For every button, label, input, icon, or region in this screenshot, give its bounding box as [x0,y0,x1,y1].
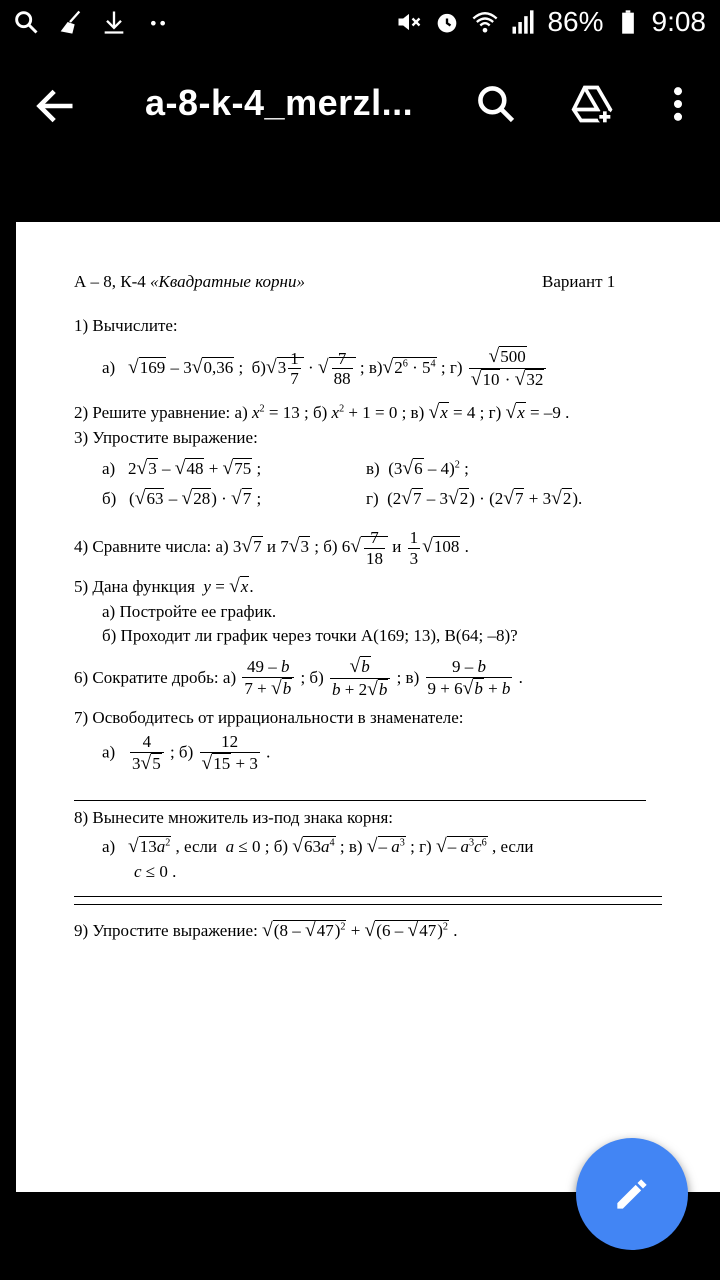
q3-v: в) (3√6 – 4)$^2$ ; [366,458,469,479]
overflow-menu-icon[interactable] [656,82,700,126]
back-arrow-icon[interactable] [34,84,78,128]
document-page[interactable] [16,222,720,1192]
q1-label: 1) Вычислите: [74,316,178,335]
battery-percent: 86% [547,6,604,37]
q3-a: а) 2√3 – √48 + √75 ; [102,458,262,479]
q7-label: 7) Освободитесь от иррациональности в знаменателе: [74,708,464,727]
download-icon [100,8,128,36]
q6: 6) Сократите дробь: а) $\frac{49 - b}{7 + √b}$ ; б) $\frac{√b}{b + 2√b}$ ; в) $\frac{9 - b}{9 + 6√b + b}$ . [74,656,523,701]
battery-icon [614,8,642,36]
divider [74,800,646,801]
alarm-icon [433,8,461,36]
app-bar [0,48,720,160]
more-dots-icon [144,8,172,36]
drive-add-icon[interactable] [570,82,614,126]
q4: 4) Сравните числа: а) 3√7 и 7√3 ; б) 6√ $\frac{7}{18}$ и $\frac{1}{3}$ √108 . [74,528,469,568]
q3-g: г) (2√7 – 3√2) · (2√7 + 3√2). [366,488,583,509]
q3-b: б) (√63 – √28) · √7 ; [102,488,262,509]
wifi-icon [471,8,499,36]
search-icon [12,8,40,36]
mute-icon [395,8,423,36]
doc-header-left: А – 8, К-4 «Квадратные корни» [74,272,305,291]
edit-fab-button[interactable] [576,1138,688,1250]
cleaner-icon [56,8,84,36]
q8-label: 8) Вынесите множитель из-под знака корня: [74,808,394,827]
divider-double-top [74,896,662,897]
doc-header-variant: Вариант 1 [542,272,616,291]
q8-cond: c ≤ 0 . [134,862,177,881]
edit-pencil-icon [610,1172,654,1216]
q3-label: 3) Упростите выражение: [74,428,258,447]
status-bar [0,0,720,48]
q7-items: а) $\frac{4}{3√5}$ ; б) $\frac{12}{√15 + 3}$ . [102,732,271,774]
q8-items: а) $√13a^2$ , если a ≤ 0 ; б) $√63a^4$ ; в) √– $a^3$ ; г) √– $a^3c^6$ , если [102,836,534,857]
q1-items: а) √169 – 3√0,36 ; б)√3 $\frac{1}{7}$ · √ $\frac{7}{88}$ ; $в)√2^6 \cdot 5^4$ ; г) $\frac{√500}{√10 \cdot √32}$ [102,346,548,392]
q9: 9) Упростите выражение: √(8 – √47)$^2$ + √(6 – √47)$^2$ . [74,920,458,941]
clock: 9:08 [651,6,706,37]
document-title: a-8-k-4_merzl... [145,82,414,123]
q5-label: 5) Дана функция y = √x. [74,576,254,597]
search-icon[interactable] [474,82,518,126]
q5-b: б) Проходит ли график через точки A(169; 13), B(64; –8)? [102,626,518,645]
q2: 2) Решите уравнение: а) $x^2 = 13$ ; б) $x^2 + 1 = 0$ ; в) √x = 4 ; г) √x = –9 . [74,402,570,423]
divider-double-bottom [74,904,662,905]
signal-icon [509,8,537,36]
q5-a: а) Постройте ее график. [102,602,277,621]
